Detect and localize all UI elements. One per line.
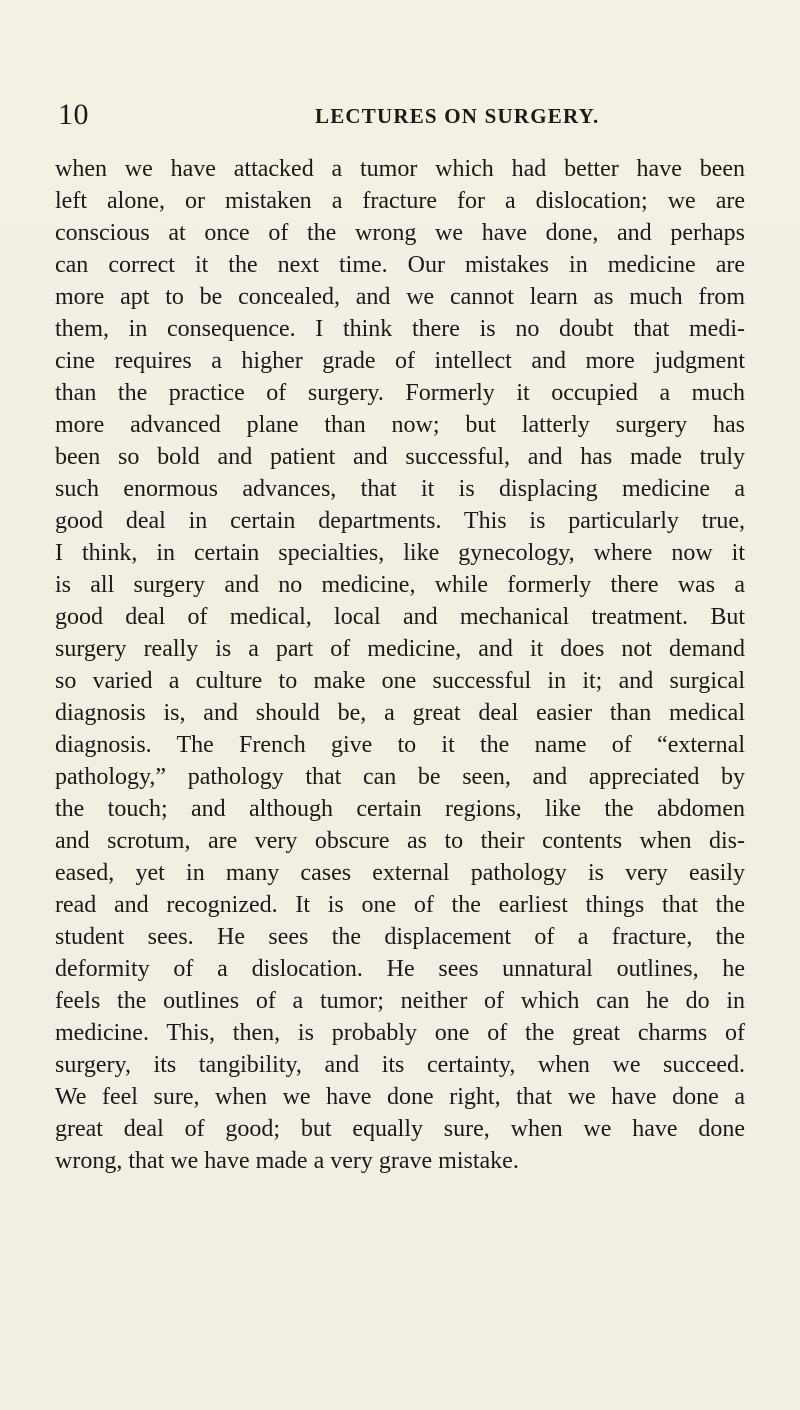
text-line: read and recognized. It is one of the earliest things that the [55, 892, 745, 918]
text-line: when we have attacked a tumor which had better have been [55, 156, 745, 182]
body-text [55, 153, 745, 1177]
text-line: the touch; and although certain regions, like the abdomen [55, 796, 745, 822]
text-line: and scrotum, are very obscure as to their contents when dis- [55, 828, 745, 854]
text-line: more advanced plane than now; but latterly surgery has [55, 412, 745, 438]
text-line-last: wrong, that we have made a very grave mistake. [55, 1148, 519, 1174]
text-line: diagnosis. The French give to it the name of “external [55, 732, 745, 758]
text-line: We feel sure, when we have done right, that we have done a [55, 1084, 745, 1110]
text-line: such enormous advances, that it is displacing medicine a [55, 476, 745, 502]
text-line: can correct it the next time. Our mistakes in medicine are [55, 252, 745, 278]
text-line: medicine. This, then, is probably one of the great charms of [55, 1020, 745, 1046]
text-line: student sees. He sees the displacement of a fracture, the [55, 924, 745, 950]
text-line: eased, yet in many cases external pathology is very easily [55, 860, 745, 886]
text-line: is all surgery and no medicine, while formerly there was a [55, 572, 745, 598]
text-line: more apt to be concealed, and we cannot learn as much from [55, 284, 745, 310]
text-line: pathology,” pathology that can be seen, and appreciated by [55, 764, 745, 790]
text-line: so varied a culture to make one successful in it; and surgical [55, 668, 745, 694]
text-line: surgery, its tangibility, and its certainty, when we succeed. [55, 1052, 745, 1078]
text-line: cine requires a higher grade of intellect and more judgment [55, 348, 745, 374]
text-line: I think, in certain specialties, like gynecology, where now it [55, 540, 745, 566]
text-line: than the practice of surgery. Formerly it occupied a much [55, 380, 745, 406]
running-title: LECTURES ON SURGERY. [315, 104, 600, 128]
text-line: feels the outlines of a tumor; neither of which can he do in [55, 988, 745, 1014]
text-line: good deal of medical, local and mechanical treatment. But [55, 604, 745, 630]
text-line: them, in consequence. I think there is no doubt that medi- [55, 316, 745, 342]
text-line: been so bold and patient and successful, and has made truly [55, 444, 745, 470]
text-line: good deal in certain departments. This is particularly true, [55, 508, 745, 534]
text-line: left alone, or mistaken a fracture for a dislocation; we are [55, 188, 745, 214]
running-head [55, 95, 745, 135]
page-number: 10 [58, 98, 89, 131]
text-line: diagnosis is, and should be, a great deal easier than medical [55, 700, 745, 726]
text-line: conscious at once of the wrong we have done, and perhaps [55, 220, 745, 246]
text-line: deformity of a dislocation. He sees unnatural outlines, he [55, 956, 745, 982]
text-line: surgery really is a part of medicine, and it does not demand [55, 636, 745, 662]
text-line: great deal of good; but equally sure, when we have done [55, 1116, 745, 1142]
